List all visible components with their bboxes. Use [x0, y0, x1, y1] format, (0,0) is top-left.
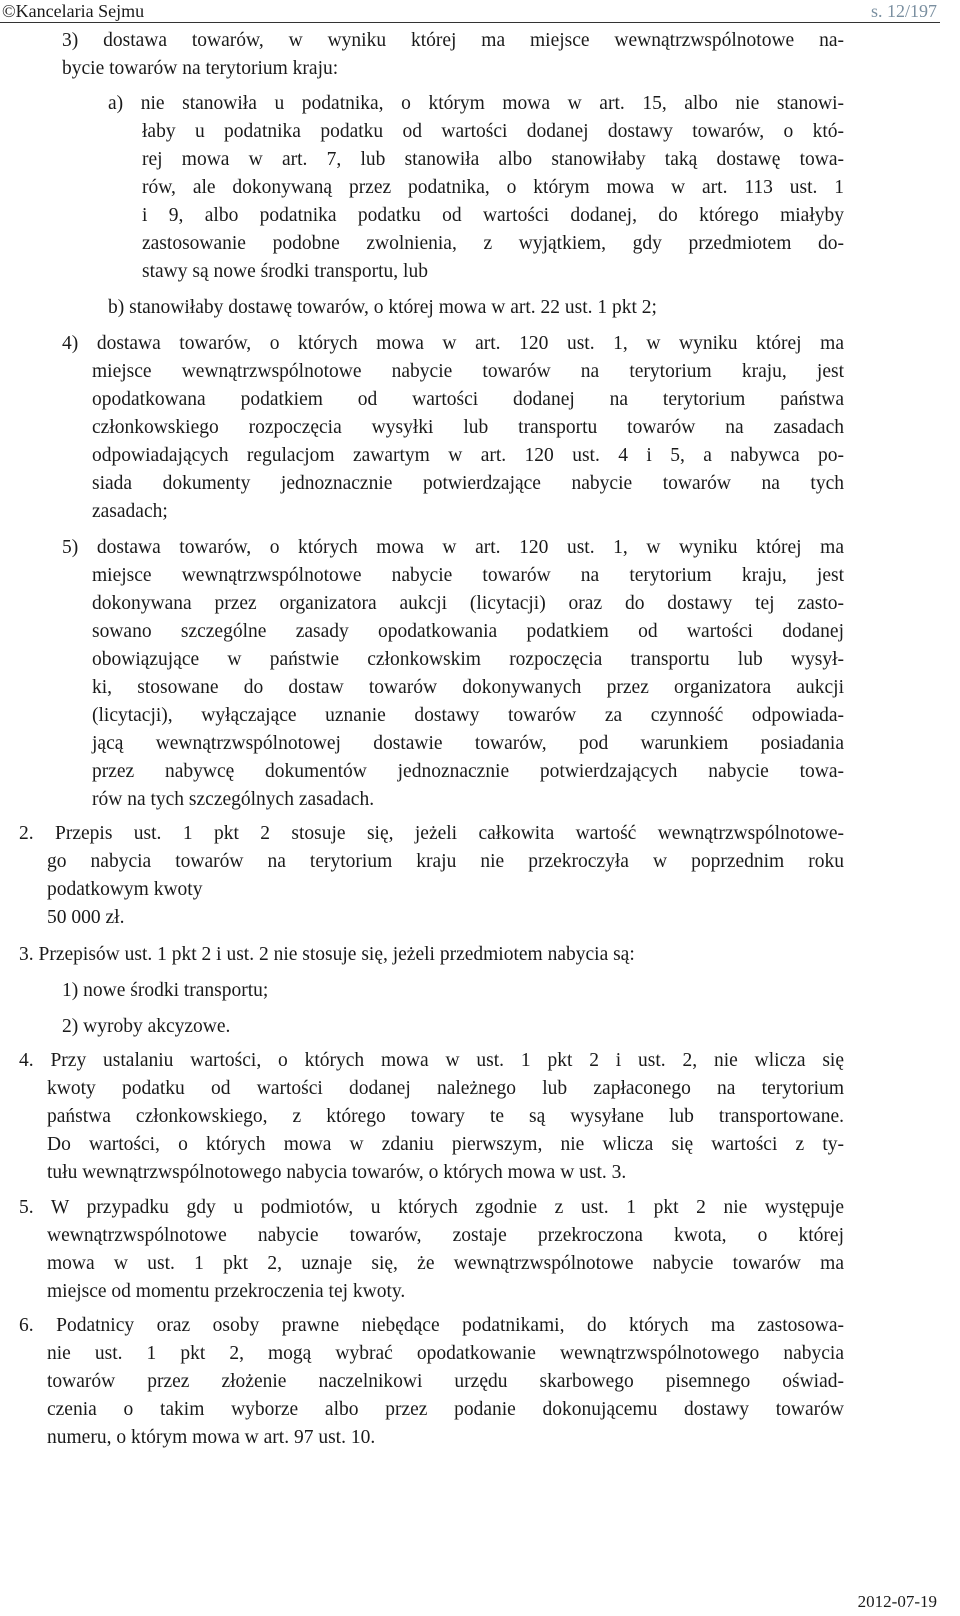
text-line: obowiązujące w państwie członkowskim rozpoczęcia transportu lub wysył- [92, 649, 844, 670]
section-6-cont [47, 1340, 844, 1452]
text-line: i 9, albo podatnika podatku od wartości dodanej, do którego miałyby [142, 205, 844, 226]
text-line: rów, ale dokonywaną przez podatnika, o którym mowa w art. 113 ust. 1 [142, 177, 844, 198]
footer-date: 2012-07-19 [857, 1592, 937, 1611]
text-line: miejsce wewnątrzwspólnotowe nabycie towarów na terytorium kraju, jest [92, 361, 844, 382]
section-3-item-2 [62, 1013, 844, 1041]
text-line: kwoty podatku od wartości dodanej należnego lub zapłaconego na terytorium [47, 1078, 844, 1099]
text-line: towarów przez złożenie naczelnikowi urzędu skarbowego pisemnego oświad- [47, 1371, 844, 1392]
text-line: państwa członkowskiego, z którego towary te są wysyłane lub transportowane. [47, 1106, 844, 1127]
section-2-cont [47, 848, 844, 932]
text-line: wewnątrzwspólnotowe nabycie towarów, zostaje przekroczona kwota, o której [47, 1225, 844, 1246]
text-line: podatkowym kwoty [47, 879, 203, 900]
text-line: nie ust. 1 pkt 2, mogą wybrać opodatkowanie wewnątrzwspólnotowego nabycia [47, 1343, 844, 1364]
text-line: dokonywana przez organizatora aukcji (licytacji) oraz do dostawy tej zasto- [92, 593, 844, 614]
text-line: mowa w ust. 1 pkt 2, uznaje się, że wewnątrzwspólnotowe nabycie towarów ma [47, 1253, 844, 1274]
section-5-cont [47, 1222, 844, 1306]
section-5 [19, 1194, 844, 1222]
text-line: 2. Przepis ust. 1 pkt 2 stosuje się, jeżeli całkowita wartość wewnątrzwspólnotowe- [19, 823, 844, 844]
text-line: bycie towarów na terytorium kraju: [62, 58, 339, 79]
text-line: go nabycia towarów na terytorium kraju nie przekroczyła w poprzednim roku [47, 851, 844, 872]
page-number-text: s. 12/197 [870, 1, 937, 21]
page-number [871, 0, 937, 22]
text-line: a) nie stanowiła u podatnika, o którym mowa w art. 15, albo nie stanowi- [108, 93, 844, 114]
text-line: sowano szczególne zasady opodatkowania podatkiem od wartości dodanej [92, 621, 844, 642]
text-line: 1) nowe środki transportu; [62, 980, 269, 1001]
item-4 [62, 330, 844, 358]
text-line: 4. Przy ustalaniu wartości, o których mowa w ust. 1 pkt 2 i ust. 2, nie wlicza się [19, 1050, 844, 1071]
section-3 [19, 941, 844, 969]
text-line: miejsce wewnątrzwspólnotowe nabycie towarów na terytorium kraju, jest [92, 565, 844, 586]
section-4-cont [47, 1075, 844, 1187]
text-line: opodatkowana podatkiem od wartości dodanej na terytorium państwa [92, 389, 844, 410]
text-line: przez nabywcę dokumentów jednoznacznie potwierdzających nabycie towa- [92, 761, 844, 782]
text-line: ki, stosowane do dostaw towarów dokonywanych przez organizatora aukcji [92, 677, 844, 698]
item-3a-cont [142, 118, 844, 286]
text-line: rej mowa w art. 7, lub stanowiła albo stanowiłaby taką dostawę towa- [142, 149, 844, 170]
text-line: 2) wyroby akcyzowe. [62, 1016, 231, 1037]
text-line: 5) dostawa towarów, o których mowa w art. 120 ust. 1, w wyniku której ma [62, 537, 844, 558]
text-line: członkowskiego rozpoczęcia wysyłki lub transportu towarów na zasadach [92, 417, 844, 438]
text-line: 6. Podatnicy oraz osoby prawne niebędące podatnikami, do których ma zastosowa- [19, 1315, 844, 1336]
text-line: 3) dostawa towarów, w wyniku której ma miejsce wewnątrzwspólnotowe na- [62, 30, 844, 51]
text-line: Do wartości, o których mowa w zdaniu pierwszym, nie wlicza się wartości z ty- [47, 1134, 844, 1155]
text-line: numeru, o którym mowa w art. 97 ust. 10. [47, 1427, 376, 1448]
text-line: 50 000 zł. [47, 907, 125, 928]
header-rule [0, 22, 940, 23]
item-3a [108, 90, 844, 118]
text-line: miejsce od momentu przekroczenia tej kwoty. [47, 1281, 406, 1302]
copyright-label: ©Kancelaria Sejmu [2, 1, 145, 21]
item-3b [108, 294, 844, 322]
text-line: (licytacji), wyłączające uznanie dostawy towarów za czynność odpowiada- [92, 705, 844, 726]
text-line: tułu wewnątrzwspólnotowego nabycia towarów, o których mowa w ust. 3. [47, 1162, 627, 1183]
section-2 [19, 820, 844, 848]
text-line: jącą wewnątrzwspólnotowej dostawie towarów, pod warunkiem posiadania [92, 733, 844, 754]
item-3 [62, 27, 844, 83]
item-5 [62, 534, 844, 562]
text-line: 5. W przypadku gdy u podmiotów, u których zgodnie z ust. 1 pkt 2 nie występuje [19, 1197, 844, 1218]
text-line: czenia o takim wyborze albo przez podanie dokonującemu dostawy towarów [47, 1399, 844, 1420]
page-header [0, 0, 960, 26]
item-4-cont [92, 358, 844, 526]
section-4 [19, 1047, 844, 1075]
text-line: odpowiadających regulacjom zawartym w art. 120 ust. 4 i 5, a nabywca po- [92, 445, 844, 466]
text-line: b) stanowiłaby dostawę towarów, o której mowa w art. 22 ust. 1 pkt 2; [108, 297, 657, 318]
text-line: rów na tych szczególnych zasadach. [92, 789, 375, 810]
text-line: siada dokumenty jednoznacznie potwierdzające nabycie towarów na tych [92, 473, 844, 494]
text-line: łaby u podatnika podatku od wartości dodanej dostawy towarów, o któ- [142, 121, 844, 142]
section-6 [19, 1312, 844, 1340]
text-line: stawy są nowe środki transportu, lub [142, 261, 428, 282]
text-line: 3. Przepisów ust. 1 pkt 2 i ust. 2 nie stosuje się, jeżeli przedmiotem nabycia są: [19, 944, 635, 965]
text-line: zastosowanie podobne zwolnienia, z wyjątkiem, gdy przedmiotem do- [142, 233, 844, 254]
section-3-item-1 [62, 977, 844, 1005]
text-line: zasadach; [92, 501, 168, 522]
text-line: 4) dostawa towarów, o których mowa w art. 120 ust. 1, w wyniku której ma [62, 333, 844, 354]
item-5-cont [92, 562, 844, 814]
